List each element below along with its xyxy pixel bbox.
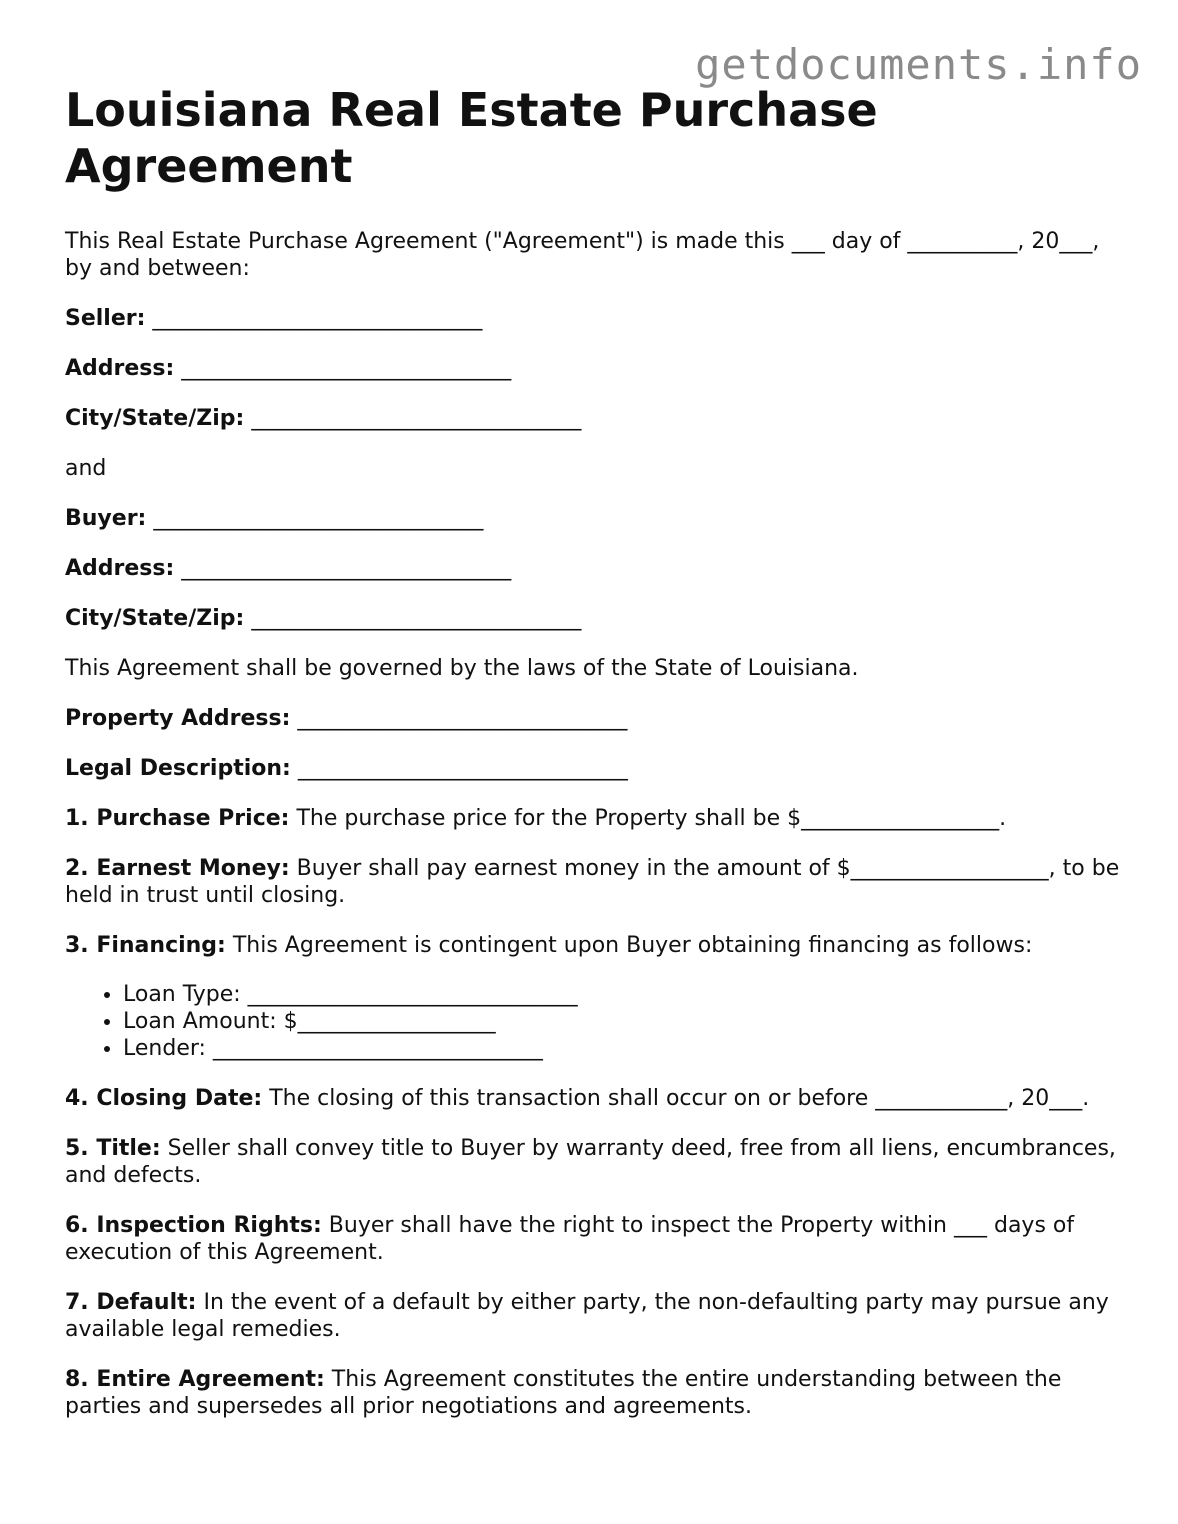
property-address-blank: ______________________________	[297, 706, 628, 731]
section-text: Buyer shall have the right to inspect the Property within ___ days of execution of this Agreement.	[65, 1213, 1075, 1265]
document-page	[65, 82, 1125, 1420]
financing-item-loan-type: • Loan Type: ______________________________	[123, 981, 1125, 1008]
section-inspection-rights	[65, 1212, 1125, 1266]
section-purchase-price	[65, 805, 1125, 832]
section-closing-date	[65, 1085, 1125, 1112]
intro-paragraph: This Real Estate Purchase Agreement ("Agreement") is made this ___ day of __________, 20___, by and between:	[65, 229, 1100, 281]
seller-address-blank: ______________________________	[181, 356, 512, 381]
section-text: The closing of this transaction shall occur on or before ____________, 20___.	[269, 1086, 1090, 1111]
seller-address-field	[65, 355, 1125, 382]
legal-description-blank: ______________________________	[297, 756, 628, 781]
seller-name-blank: ______________________________	[152, 306, 483, 331]
governing-law-text: This Agreement shall be governed by the laws of the State of Louisiana.	[65, 656, 859, 681]
buyer-address-field	[65, 555, 1125, 582]
section-heading: 5. Title:	[65, 1136, 161, 1161]
section-heading: 8. Entire Agreement:	[65, 1367, 325, 1392]
legal-description-label: Legal Description:	[65, 756, 291, 781]
section-heading: 3. Financing:	[65, 933, 226, 958]
buyer-csz-label: City/State/Zip:	[65, 606, 245, 631]
buyer-name-label: Buyer:	[65, 506, 147, 531]
section-heading: 1. Purchase Price:	[65, 806, 290, 831]
buyer-csz-blank: ______________________________	[251, 606, 582, 631]
watermark: getdocuments.info	[695, 40, 1142, 89]
section-text: Seller shall convey title to Buyer by warranty deed, free from all liens, encumbrances, and defects.	[65, 1136, 1116, 1188]
buyer-name-field	[65, 505, 1125, 532]
section-financing	[65, 932, 1125, 959]
section-heading: 4. Closing Date:	[65, 1086, 263, 1111]
seller-csz-label: City/State/Zip:	[65, 406, 245, 431]
section-heading: 6. Inspection Rights:	[65, 1213, 322, 1238]
seller-name-label: Seller:	[65, 306, 146, 331]
section-earnest-money	[65, 855, 1125, 909]
financing-item-loan-amount: • Loan Amount: $__________________	[123, 1008, 1125, 1035]
buyer-address-label: Address:	[65, 556, 175, 581]
buyer-csz-field	[65, 605, 1125, 632]
and-text: and	[65, 456, 107, 481]
section-title	[65, 1135, 1125, 1189]
section-text: This Agreement is contingent upon Buyer obtaining financing as follows:	[232, 933, 1033, 958]
buyer-address-blank: ______________________________	[181, 556, 512, 581]
section-text: The purchase price for the Property shall be $__________________.	[296, 806, 1007, 831]
seller-csz-blank: ______________________________	[251, 406, 582, 431]
seller-address-label: Address:	[65, 356, 175, 381]
section-heading: 7. Default:	[65, 1290, 197, 1315]
section-entire-agreement	[65, 1366, 1125, 1420]
section-text: In the event of a default by either party, the non-defaulting party may pursue any available legal remedies.	[65, 1290, 1109, 1342]
seller-csz-field	[65, 405, 1125, 432]
seller-name-field	[65, 305, 1125, 332]
property-address-field	[65, 705, 1125, 732]
financing-item-lender: • Lender: ______________________________	[123, 1035, 1125, 1062]
document-title: Louisiana Real Estate Purchase Agreement	[65, 83, 878, 193]
section-heading: 2. Earnest Money:	[65, 856, 290, 881]
property-address-label: Property Address:	[65, 706, 291, 731]
buyer-name-blank: ______________________________	[153, 506, 484, 531]
section-text: This Agreement constitutes the entire understanding between the parties and supersedes all prior negotiations and agreements.	[65, 1367, 1062, 1419]
section-default	[65, 1289, 1125, 1343]
legal-description-field	[65, 755, 1125, 782]
section-text: Buyer shall pay earnest money in the amount of $__________________, to be held in trust until closing.	[65, 856, 1120, 908]
financing-list	[65, 981, 1125, 1062]
